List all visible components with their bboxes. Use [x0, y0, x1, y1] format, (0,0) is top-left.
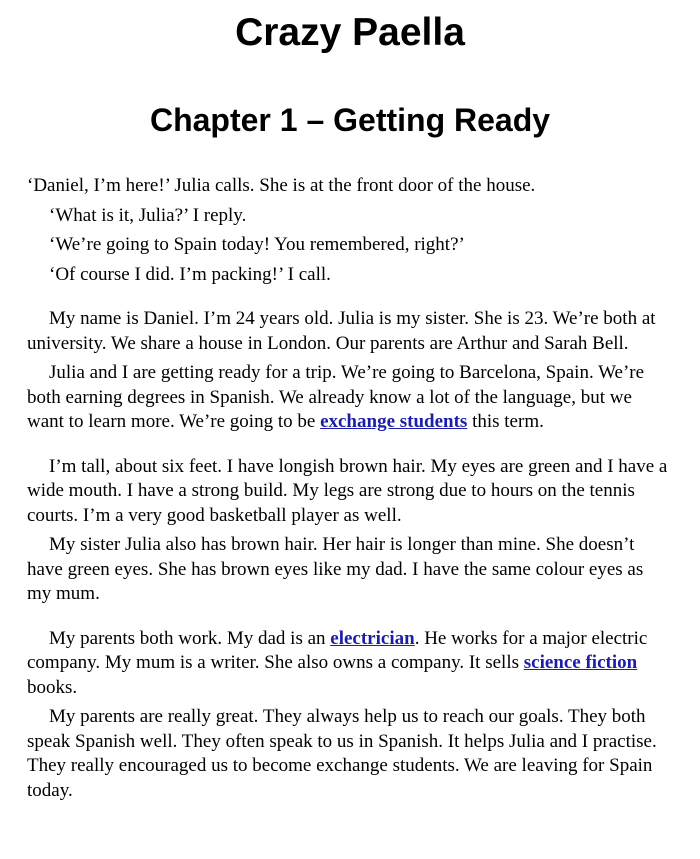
paragraph-9-text-before: My parents both work. My dad is an	[49, 627, 331, 649]
paragraph-6	[27, 361, 672, 435]
book-title: Crazy Paella	[235, 11, 465, 54]
paragraph-9	[27, 627, 672, 701]
electrician-link[interactable]: electrician	[330, 627, 415, 649]
paragraph-7: I’m tall, about six feet. I have longish brown hair. My eyes are green and I have a wide mouth. I have a strong build. My legs are strong due to hours on the tennis courts. I’m a very good basketball player as well.	[27, 455, 668, 526]
science-fiction-link[interactable]: science fiction	[523, 652, 638, 673]
story-text	[27, 174, 672, 803]
paragraph-4: ‘Of course I did. I’m packing!’ I call.	[49, 263, 331, 285]
paragraph-9-text-after: books.	[27, 676, 78, 698]
chapter-title: Chapter 1 – Getting Ready	[149, 102, 551, 138]
paragraph-6-text-after: this term.	[467, 411, 544, 432]
paragraph-8: My sister Julia also has brown hair. Her hair is longer than mine. She doesn’t have green eyes. She has brown eyes like my dad. I have the same colour eyes as my mum.	[27, 534, 644, 604]
paragraph-6-text-before: Julia and I are getting ready for a trip. We’re going to Barcelona, Spain. We’re both earning degrees in Spanish. We already know a lot of the language, but we want to learn more. We’re going to be	[27, 362, 645, 432]
paragraph-1: ‘Daniel, I’m here!’ Julia calls. She is at the front door of the house.	[27, 175, 536, 196]
paragraph-9-text-middle: . He works for a major electric company. My mum is a writer. She also owns a company. It sells	[27, 627, 648, 673]
paragraph-3: ‘We’re going to Spain today! You remembered, right?’	[49, 234, 465, 255]
paragraph-2: ‘What is it, Julia?’ I reply.	[49, 204, 247, 226]
paragraph-5: My name is Daniel. I’m 24 years old. Julia is my sister. She is 23. We’re both at university. We share a house in London. Our parents are Arthur and Sarah Bell.	[27, 308, 656, 354]
exchange-students-link[interactable]: exchange students	[320, 411, 468, 432]
paragraph-10: My parents are really great. They always help us to reach our goals. They both speak Spanish well. They often speak to us in Spanish. It helps Julia and I practise. They really encouraged us to become exchange students. We are leaving for Spain today.	[27, 706, 657, 801]
